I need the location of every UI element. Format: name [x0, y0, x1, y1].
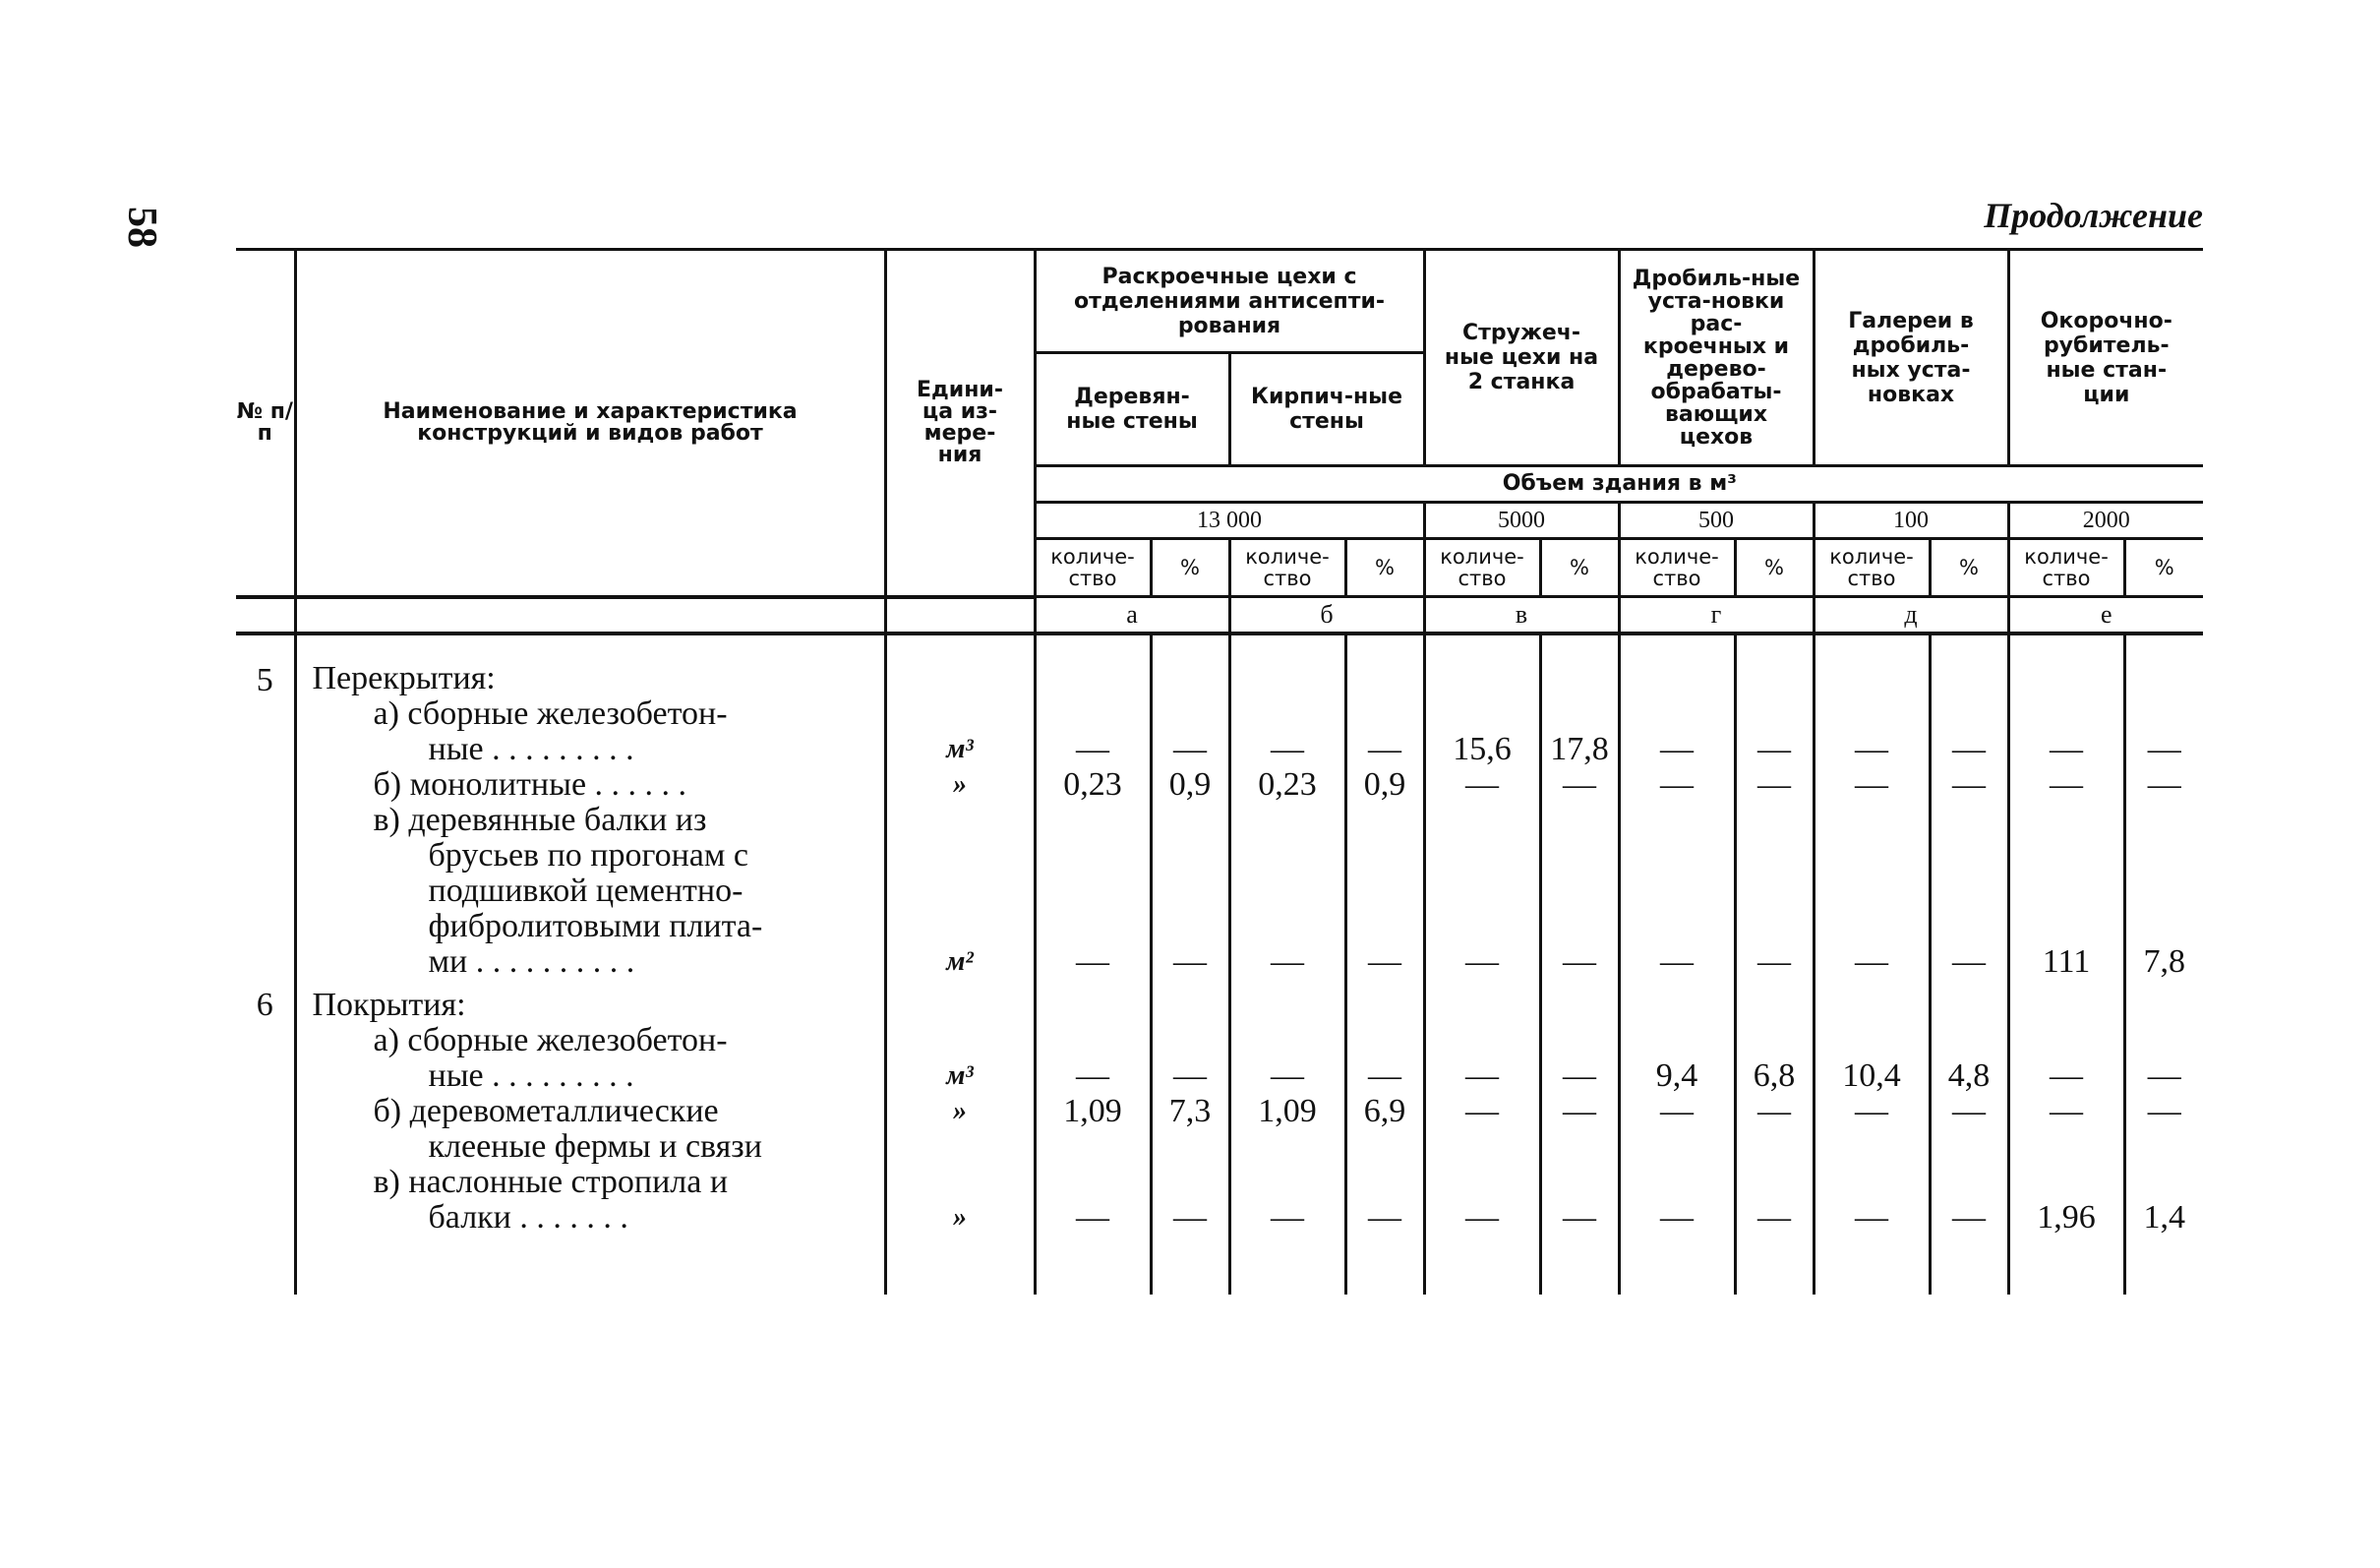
cell-value: — — —: [1930, 661, 2008, 980]
cell-value: 6,8 — —: [1735, 980, 1814, 1236]
row-unit: м³ » »: [885, 980, 1035, 1236]
cell-value: — — —: [1735, 661, 1814, 980]
header-letter-d: г: [1619, 597, 1814, 634]
header-pct: %: [1345, 539, 1424, 597]
header-letter-b: б: [1229, 597, 1424, 634]
header-unit: Едини-ца из-мере-ния: [885, 250, 1035, 597]
header-pct: %: [1735, 539, 1814, 597]
header-pct: %: [2124, 539, 2203, 597]
header-letter-c: в: [1424, 597, 1619, 634]
cell-value: 10,4 — —: [1814, 980, 1930, 1236]
header-row-groups: [236, 250, 2203, 353]
table-row: [236, 980, 2203, 1236]
header-group-d: Галереи в дробиль-ных уста-новках: [1814, 250, 2008, 466]
header-qty: количе-ство: [1619, 539, 1735, 597]
header-qty: количе-ство: [1424, 539, 1540, 597]
cell-value: — 0,23 —: [1035, 661, 1151, 980]
cell-value: — — 1,96: [2008, 980, 2124, 1236]
cell-value: — 0,23 —: [1229, 661, 1345, 980]
header-group-a: Раскроечные цехи с отделениями антисепти-рования: [1035, 250, 1424, 353]
header-letter-e: д: [1814, 597, 2008, 634]
header-group-b: Стружеч-ные цехи на 2 станка: [1424, 250, 1619, 466]
header-letter-f: е: [2008, 597, 2203, 634]
row-name: Перекрытия: а) сборные железобетон- ные . . . . . . . . . б) монолитные . . . . . . в) деревянные балки из брусьев по прогонам с подшивкой цементно- фибролитовыми плита- ми . . . . . . . . . .: [295, 661, 885, 980]
header-pct: %: [1151, 539, 1229, 597]
cell-value: 9,4 — —: [1619, 980, 1735, 1236]
cell-value: — 1,09 —: [1229, 980, 1345, 1236]
header-volume-a: 13 000: [1035, 503, 1424, 539]
header-qty: количе-ство: [1229, 539, 1345, 597]
header-group-c: Дробиль-ные уста-новки рас-кроечных и дерево-обрабаты-вающих цехов: [1619, 250, 1814, 466]
row-name: Покрытия: а) сборные железобетон- ные . . . . . . . . . б) деревометаллические клееные фермы и связи в) наслонные стропила и балки . . . . . . .: [295, 980, 885, 1236]
cell-value: — — —: [1619, 661, 1735, 980]
data-table: [236, 248, 2203, 1295]
header-volume-e: 2000: [2008, 503, 2203, 539]
continuation-label: Продолжение: [1984, 196, 2203, 235]
cell-value: — 6,9 —: [1345, 980, 1424, 1236]
header-volume-label: Объем здания в м³: [1035, 466, 2203, 503]
header-qty: количе-ство: [1814, 539, 1930, 597]
header-pct: %: [1540, 539, 1619, 597]
header-pct: %: [1930, 539, 2008, 597]
cell-value: — — —: [1540, 980, 1619, 1236]
cell-value: — — 1,4: [2124, 980, 2203, 1236]
cell-value: 4,8 — —: [1930, 980, 2008, 1236]
header-volume-b: 5000: [1424, 503, 1619, 539]
header-row-letters: [236, 597, 2203, 634]
header-qty: количе-ство: [1035, 539, 1151, 597]
cell-value: — 0,9 —: [1345, 661, 1424, 980]
cell-value: — — —: [1814, 661, 1930, 980]
header-sub-a2: Кирпич-ные стены: [1229, 353, 1424, 466]
cell-value: 17,8 — —: [1540, 661, 1619, 980]
cell-value: — — 7,8: [2124, 661, 2203, 980]
row-number: 6: [256, 988, 273, 1023]
header-name: Наименование и характеристика конструкций и видов работ: [295, 250, 885, 597]
cell-value: — — 111: [2008, 661, 2124, 980]
header-qty: количе-ство: [2008, 539, 2124, 597]
cell-value: — 0,9 —: [1151, 661, 1229, 980]
cell-value: 15,6 — —: [1424, 661, 1540, 980]
row-number: 5: [256, 663, 273, 698]
cell-value: — 7,3 —: [1151, 980, 1229, 1236]
cell-value: — — —: [1424, 980, 1540, 1236]
cell-value: — 1,09 —: [1035, 980, 1151, 1236]
header-volume-d: 100: [1814, 503, 2008, 539]
header-sub-a1: Деревян-ные стены: [1035, 353, 1229, 466]
row-unit: м³ » м²: [885, 661, 1035, 980]
header-num: № п/п: [236, 250, 295, 597]
table-row: [236, 661, 2203, 980]
header-group-e: Окорочно-рубитель-ные стан-ции: [2008, 250, 2203, 466]
header-volume-c: 500: [1619, 503, 1814, 539]
header-letter-a: а: [1035, 597, 1229, 634]
page-number: 58: [119, 207, 164, 248]
